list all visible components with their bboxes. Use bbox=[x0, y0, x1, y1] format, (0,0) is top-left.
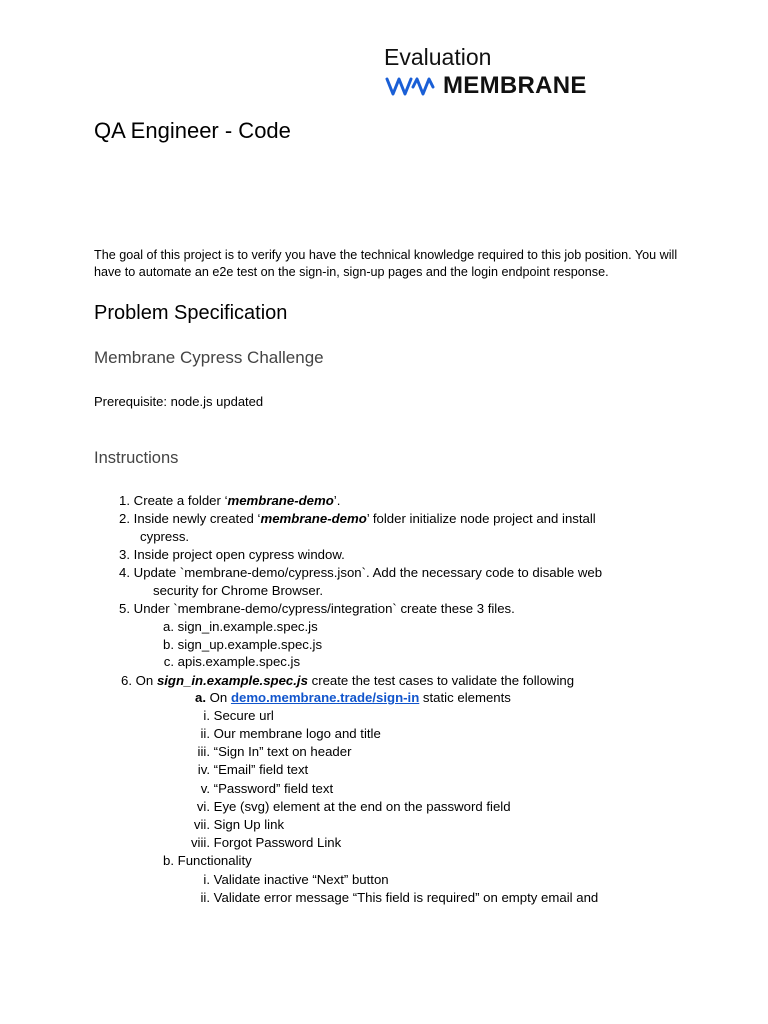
list-letter: a. bbox=[163, 619, 174, 634]
list-item bbox=[100, 601, 515, 617]
list-text: Secure url bbox=[213, 708, 274, 723]
list-text: Eye (svg) element at the end on the password field bbox=[213, 799, 511, 814]
list-text: static elements bbox=[419, 690, 511, 705]
list-item bbox=[100, 547, 345, 563]
roman-list-item bbox=[190, 835, 341, 851]
list-item bbox=[100, 565, 602, 581]
section-heading: Problem Specification bbox=[94, 302, 288, 324]
list-letter: b. bbox=[163, 853, 174, 868]
list-numeral: v. bbox=[200, 781, 210, 796]
roman-list-item bbox=[190, 708, 274, 724]
list-numeral: vi. bbox=[196, 799, 210, 814]
roman-list-item bbox=[190, 744, 352, 760]
list-numeral: ii. bbox=[200, 726, 210, 741]
list-letter: c. bbox=[163, 654, 174, 669]
file-name: sign_in.example.spec.js bbox=[177, 619, 318, 634]
list-number: 2. bbox=[119, 511, 130, 526]
roman-list-item bbox=[190, 817, 284, 833]
list-text: “Password” field text bbox=[213, 781, 334, 796]
roman-list-item bbox=[190, 890, 598, 906]
list-number: 6. bbox=[121, 673, 132, 688]
sub-list-item bbox=[190, 690, 511, 706]
list-bold-text: membrane-demo bbox=[260, 511, 367, 526]
list-number: 1. bbox=[119, 493, 130, 508]
list-text: Validate inactive “Next” button bbox=[213, 872, 389, 887]
list-continuation: cypress. bbox=[140, 529, 190, 544]
list-letter: a. bbox=[195, 690, 206, 705]
list-text: “Email” field text bbox=[213, 762, 309, 777]
list-number: 5. bbox=[119, 601, 130, 616]
list-number: 4. bbox=[119, 565, 130, 580]
list-number: 3. bbox=[119, 547, 130, 562]
list-text: Functionality bbox=[177, 853, 252, 868]
list-item bbox=[102, 673, 574, 689]
list-text: Sign Up link bbox=[213, 817, 285, 832]
roman-list-item bbox=[190, 781, 333, 797]
list-continuation: security for Chrome Browser. bbox=[153, 583, 324, 598]
roman-list-item bbox=[190, 799, 511, 815]
list-numeral: vii. bbox=[193, 817, 210, 832]
list-numeral: viii. bbox=[190, 835, 210, 850]
list-letter: b. bbox=[163, 637, 174, 652]
list-text: Validate error message “This field is required” on empty email and bbox=[213, 890, 599, 905]
sign-in-link[interactable]: demo.membrane.trade/sign-in bbox=[230, 690, 420, 705]
file-name: apis.example.spec.js bbox=[177, 654, 301, 669]
list-text: “Sign In” text on header bbox=[213, 744, 352, 759]
membrane-wave-icon bbox=[385, 75, 435, 97]
roman-list-item bbox=[190, 872, 389, 888]
sub-list-item bbox=[155, 654, 300, 670]
instructions-heading: Instructions bbox=[94, 449, 179, 467]
list-numeral: iii. bbox=[197, 744, 210, 759]
brand-name: MEMBRANE bbox=[443, 72, 587, 99]
evaluation-label: Evaluation bbox=[384, 44, 492, 70]
list-text: On bbox=[209, 690, 231, 705]
list-bold-text: membrane-demo bbox=[227, 493, 334, 508]
list-item bbox=[100, 511, 596, 527]
list-text: Update `membrane-demo/cypress.json`. Add the necessary code to disable web bbox=[133, 565, 603, 580]
list-text: Forgot Password Link bbox=[213, 835, 342, 850]
roman-list-item bbox=[190, 762, 308, 778]
list-text: create the test cases to validate the following bbox=[307, 673, 575, 688]
roman-list-item bbox=[190, 726, 381, 742]
membrane-logo bbox=[385, 72, 587, 100]
list-text: Inside newly created ‘ bbox=[133, 511, 261, 526]
page-title: QA Engineer - Code bbox=[94, 118, 291, 143]
prerequisite-text: Prerequisite: node.js updated bbox=[94, 394, 264, 409]
list-bold-text: sign_in.example.spec.js bbox=[156, 673, 308, 688]
list-text: ’ folder initialize node project and install bbox=[366, 511, 596, 526]
file-name: sign_up.example.spec.js bbox=[177, 637, 323, 652]
list-text: Under `membrane-demo/cypress/integration` create these 3 files. bbox=[133, 601, 515, 616]
list-item bbox=[100, 493, 340, 509]
list-text: ’. bbox=[333, 493, 341, 508]
intro-paragraph: The goal of this project is to verify you have the technical knowledge required to this job position. You will have to automate an e2e test on the sign-in, sign-up pages and the login endpoint response. bbox=[94, 248, 678, 279]
subsection-heading: Membrane Cypress Challenge bbox=[94, 348, 324, 367]
list-text: Our membrane logo and title bbox=[213, 726, 381, 741]
sub-list-item bbox=[155, 853, 252, 869]
sub-list-item bbox=[155, 637, 322, 653]
list-text: On bbox=[135, 673, 157, 688]
list-numeral: ii. bbox=[200, 890, 210, 905]
list-numeral: i. bbox=[203, 872, 210, 887]
list-text: Create a folder ‘ bbox=[133, 493, 228, 508]
list-numeral: i. bbox=[203, 708, 210, 723]
sub-list-item bbox=[155, 619, 318, 635]
list-text: Inside project open cypress window. bbox=[133, 547, 345, 562]
list-numeral: iv. bbox=[197, 762, 210, 777]
